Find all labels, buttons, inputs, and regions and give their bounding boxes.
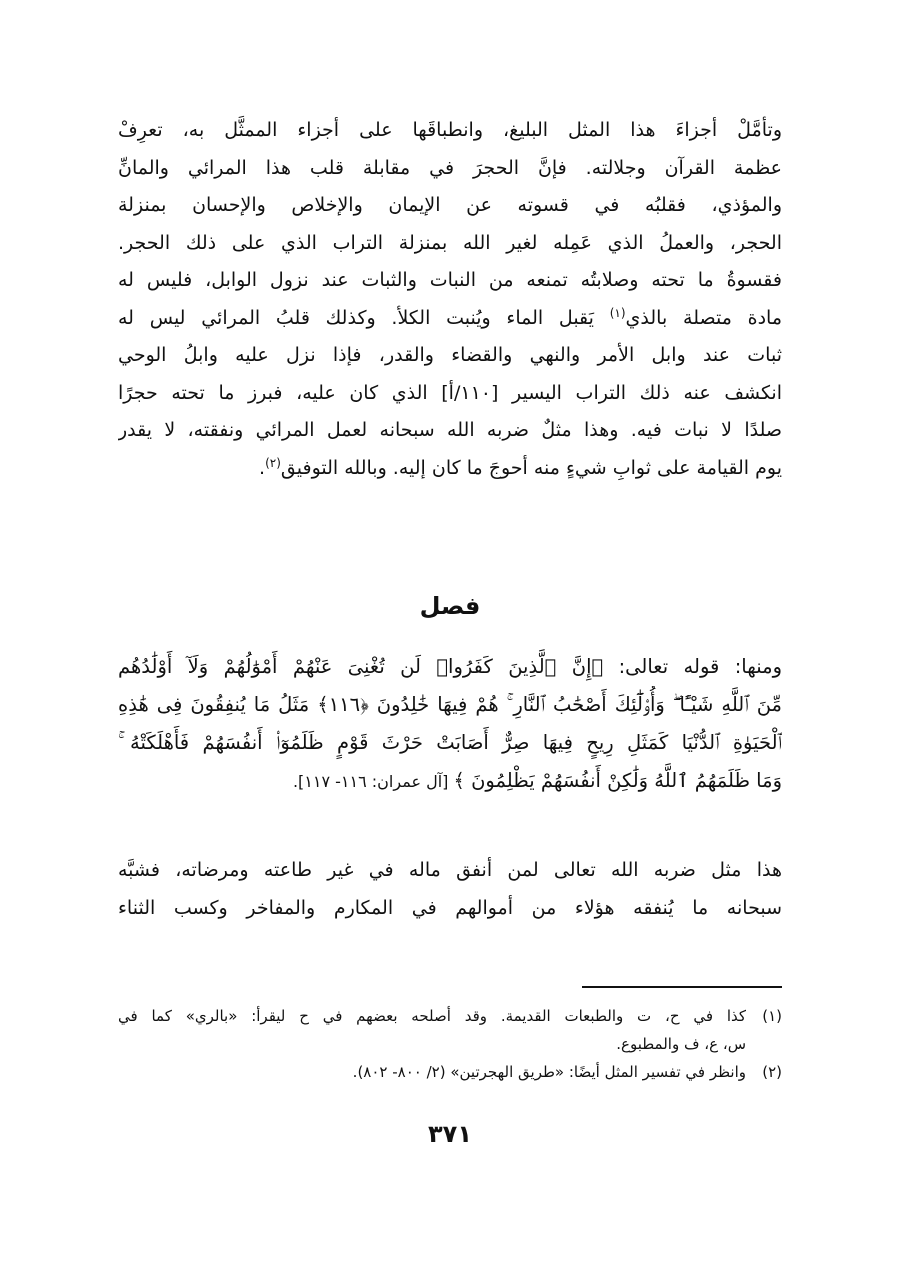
text-line: مِّنَ ٱللَّهِ شَيْـًٔا ۖ وَأُو۟لَٰٓئِكَ أَصْحَٰبُ ٱلنَّارِ ۚ هُمْ فِيهَا خَٰلِدُونَ ﴿١١٦﴾ مَثَلُ مَا يُنفِقُونَ فِى هَٰذِهِ (118, 693, 782, 716)
text-line: ٱلْحَيَوٰةِ ٱلدُّنْيَا كَمَثَلِ رِيحٍ فِيهَا صِرٌّ أَصَابَتْ حَرْثَ قَوْمٍ ظَلَمُوٓا۟ أَنفُسَهُمْ فَأَهْلَكَتْهُ ۚ (118, 731, 782, 754)
footnote-separator (582, 986, 782, 988)
footnote-number: (٢) (762, 1063, 782, 1081)
text-line (118, 450, 782, 488)
text-line: وتأمَّلْ أجزاءَ هذا المثل البليغ، وانطباقَها على أجزاء الممثَّل به، تعرِفْ (118, 119, 782, 141)
verse-text: وَمَا ظَلَمَهُمُ ٱللَّهُ وَلَٰكِنْ أَنفُسَهُمْ يَظْلِمُونَ ﴾ (453, 769, 782, 792)
quran-passage (118, 648, 782, 800)
text-line: عظمة القرآن وجلالته. فإنَّ الحجرَ في مقابلة قلب هذا المرائي والمانِّ (118, 156, 782, 179)
text-line: فقسوةُ ما تحته وصلابتُه تمنعه من النبات والثبات عند نزول الوابل، فليس له (118, 269, 782, 291)
text-line: والمؤذي، فقلبُه في قسوته عن الإيمان والإخلاص والإحسان بمنزلة (118, 194, 782, 216)
footnote-line: وانظر في تفسير المثل أيضًا: «طريق الهجرتين» (٢/ ٨٠٠- ٨٠٢). (352, 1063, 746, 1081)
footnote-line: س، ع، ف والمطبوع. (616, 1035, 746, 1053)
footnote-marker-1[interactable]: (١) (609, 305, 626, 320)
text-segment: يَقبل الماء ويُنبت الكلأ. وكذلك قلبُ المرائي ليس له (118, 306, 610, 329)
text-segment: يوم القيامة على ثوابِ شيءٍ منه أحوجَ ما كان إليه. وبالله التوفيق (280, 456, 782, 479)
footnote-number: (١) (762, 1007, 782, 1025)
text-line: هذا مثل ضربه الله تعالى لمن أنفق ماله في غير طاعته ومرضاته، فشبَّه (118, 859, 782, 881)
footnote-1 (118, 1002, 782, 1058)
page-number: ٣٧١ (428, 1120, 472, 1148)
footnote-2 (118, 1058, 782, 1086)
text-line: ثبات عند وابل الأمر والنهي والقضاء والقدر، فإذا نزل عليه وابلُ الوحي (118, 344, 782, 366)
text-line: انكشف عنه ذلك التراب اليسير [١١٠/أ] الذي كان عليه، فبرز ما تحته حجرًا (118, 381, 782, 404)
text-line (118, 300, 782, 338)
footnotes (118, 1002, 782, 1086)
footnote-marker-2[interactable]: (٢) (265, 455, 281, 470)
text-segment: مادة متصلة بالذي (625, 306, 782, 329)
footnote-line: كذا في ح، ت والطبعات القديمة. وقد أصلحه بعضهم في ح ليقرأ: «بالري» كما في (118, 1007, 746, 1025)
text-line: صلدًا لا نبات فيه. وهذا مثلٌ ضربه الله سبحانه لعمل المرائي ونفقته، لا يقدر (118, 419, 782, 441)
verse-reference: [آل عمران: ١١٦- ١١٧]. (292, 772, 454, 791)
text-line: ومنها: قوله تعالى: ﴿إِنَّ ٱلَّذِينَ كَفَرُوا۟ لَن تُغْنِىَ عَنْهُمْ أَمْوَٰلُهُمْ وَلَآ أَوْلَٰدُهُم (118, 655, 782, 678)
footnote-text (118, 1002, 746, 1058)
text-line: سبحانه ما يُنفقه هؤلاء من أموالهم في المكارم والمفاخر وكسب الثناء (118, 896, 782, 919)
section-heading: فصل (419, 592, 481, 620)
text-line: الحجر، والعملُ الذي عَمِله لغير الله بمنزلة التراب الذي على ذلك الحجر. (118, 231, 782, 254)
paragraph-commentary (118, 852, 782, 927)
text-segment: . (259, 456, 266, 479)
paragraph-main (118, 112, 782, 487)
text-line (118, 762, 782, 800)
footnote-text (118, 1058, 746, 1086)
